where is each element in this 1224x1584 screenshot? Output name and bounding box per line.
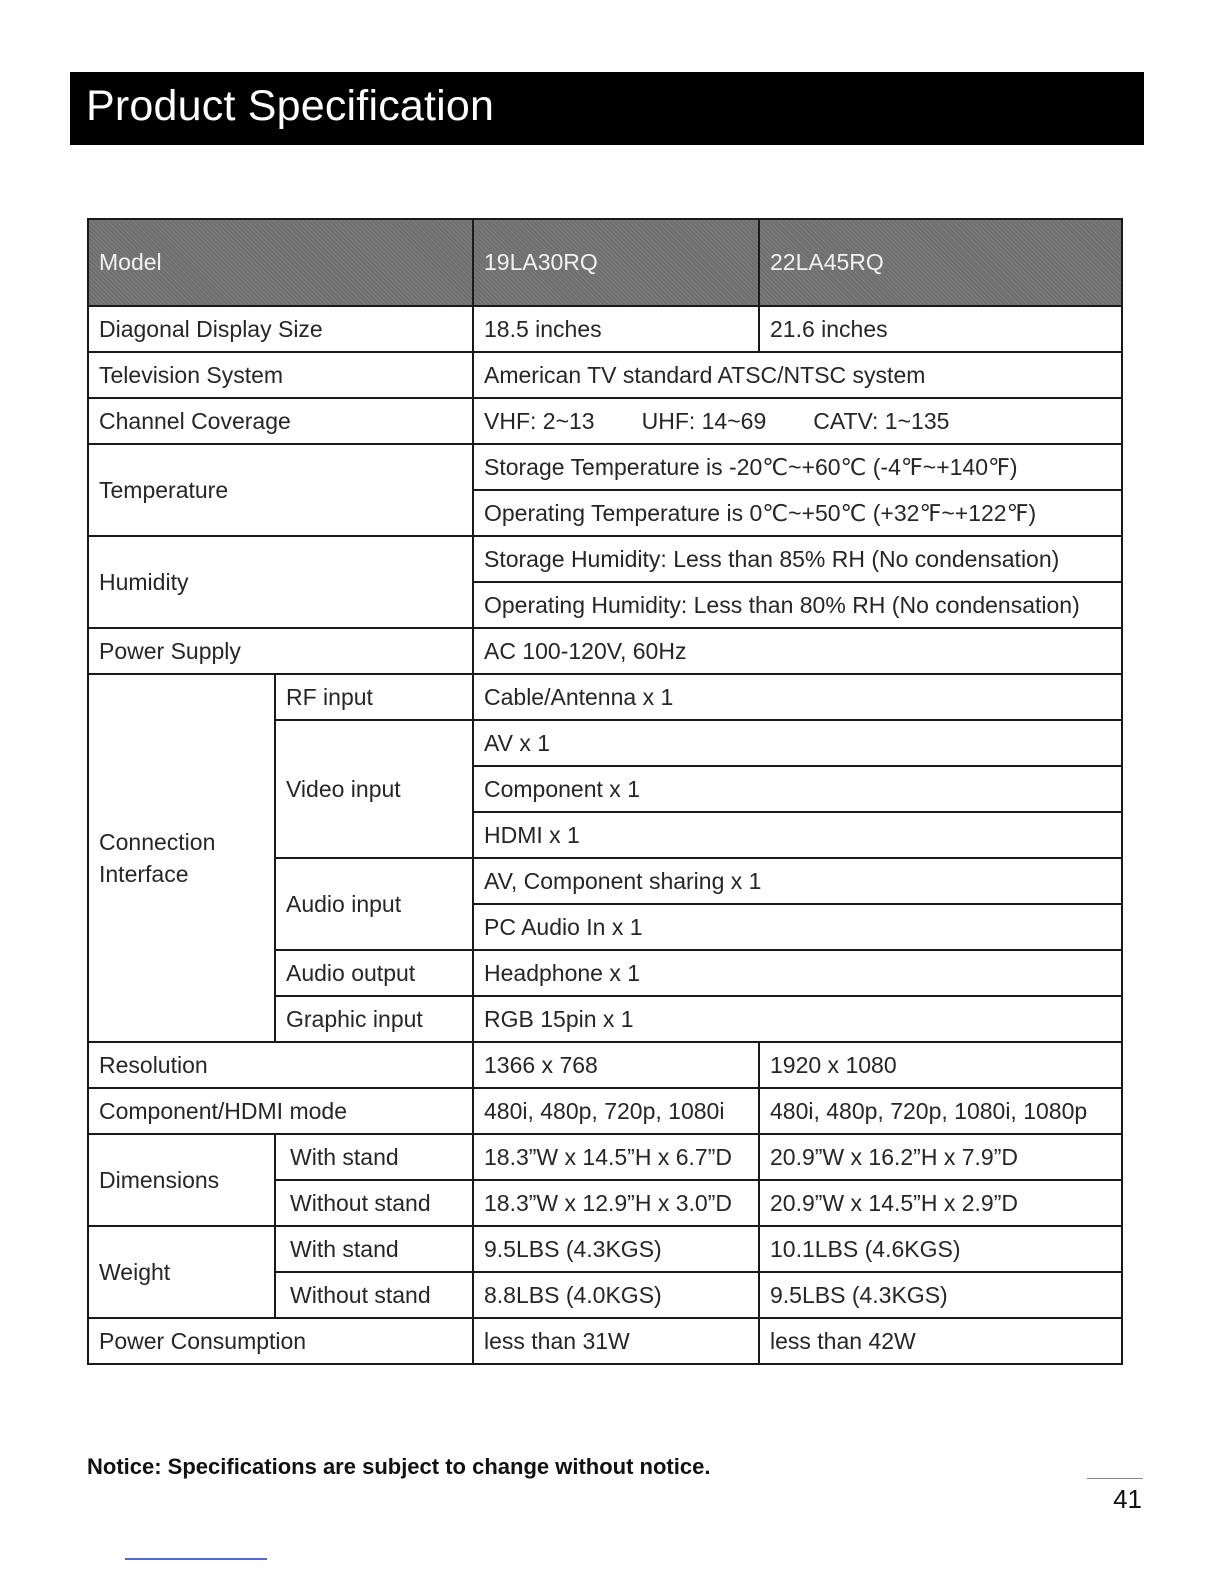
page-title-bar: [70, 72, 1144, 145]
row-label: Weight: [88, 1226, 275, 1318]
row-label: Diagonal Display Size: [88, 306, 473, 352]
cell-value: 1366 x 768: [473, 1042, 759, 1088]
table-row: [88, 1318, 1122, 1364]
cell-value: 10.1LBS (4.6KGS): [759, 1226, 1122, 1272]
table-row: [88, 674, 1122, 720]
table-header-row: [88, 219, 1122, 306]
row-label: Power Supply: [88, 628, 473, 674]
cell-value: HDMI x 1: [473, 812, 1122, 858]
table-row: [88, 628, 1122, 674]
cell-value: 9.5LBS (4.3KGS): [473, 1226, 759, 1272]
cell-value: 18.3”W x 14.5”H x 6.7”D: [473, 1134, 759, 1180]
sub-label: Audio output: [275, 950, 473, 996]
row-label: Channel Coverage: [88, 398, 473, 444]
sub-label: Audio input: [275, 858, 473, 950]
cell-value: Storage Temperature is -20℃~+60℃ (-4℉~+140℉): [473, 444, 1122, 490]
bottom-link-line: [125, 1558, 267, 1560]
cell-value: 21.6 inches: [759, 306, 1122, 352]
cell-value: less than 42W: [759, 1318, 1122, 1364]
cell-value: AC 100-120V, 60Hz: [473, 628, 1122, 674]
table-row: [88, 444, 1122, 490]
row-label: Dimensions: [88, 1134, 275, 1226]
table-row: [88, 1226, 1122, 1272]
cell-value: 9.5LBS (4.3KGS): [759, 1272, 1122, 1318]
cell-value: American TV standard ATSC/NTSC system: [473, 352, 1122, 398]
page-number: 41: [1113, 1484, 1142, 1514]
channel-catv: CATV: 1~135: [813, 407, 950, 434]
cell-value: 480i, 480p, 720p, 1080i: [473, 1088, 759, 1134]
cell-value: PC Audio In x 1: [473, 904, 1122, 950]
cell-value: Storage Humidity: Less than 85% RH (No condensation): [473, 536, 1122, 582]
table-row: [88, 1134, 1122, 1180]
cell-value: 18.5 inches: [473, 306, 759, 352]
table-row: [88, 536, 1122, 582]
table-row: [88, 306, 1122, 352]
channel-vhf: VHF: 2~13: [484, 407, 595, 434]
header-model: Model: [88, 219, 473, 306]
cell-value: 20.9”W x 14.5”H x 2.9”D: [759, 1180, 1122, 1226]
channel-uhf: UHF: 14~69: [641, 407, 767, 434]
cell-value: [473, 398, 1122, 444]
sub-label: Graphic input: [275, 996, 473, 1042]
cell-value: 1920 x 1080: [759, 1042, 1122, 1088]
table-row: [88, 398, 1122, 444]
sub-label: With stand: [275, 1134, 473, 1180]
cell-value: Component x 1: [473, 766, 1122, 812]
sub-label: With stand: [275, 1226, 473, 1272]
table-row: [88, 1042, 1122, 1088]
cell-value: 18.3”W x 12.9”H x 3.0”D: [473, 1180, 759, 1226]
row-label: Humidity: [88, 536, 473, 628]
page-number-rule: [1087, 1478, 1143, 1479]
cell-value: 480i, 480p, 720p, 1080i, 1080p: [759, 1088, 1122, 1134]
table-row: [88, 352, 1122, 398]
row-label: Television System: [88, 352, 473, 398]
header-model-1: 19LA30RQ: [473, 219, 759, 306]
cell-value: Operating Humidity: Less than 80% RH (No condensation): [473, 582, 1122, 628]
cell-value: RGB 15pin x 1: [473, 996, 1122, 1042]
spec-notice: Notice: Specifications are subject to change without notice.: [87, 1454, 711, 1479]
sub-label: Without stand: [275, 1272, 473, 1318]
cell-value: AV x 1: [473, 720, 1122, 766]
sub-label: Video input: [275, 720, 473, 858]
cell-value: 20.9”W x 16.2”H x 7.9”D: [759, 1134, 1122, 1180]
row-label: Power Consumption: [88, 1318, 473, 1364]
cell-value: Headphone x 1: [473, 950, 1122, 996]
cell-value: Cable/Antenna x 1: [473, 674, 1122, 720]
spec-table: [87, 218, 1123, 1365]
cell-value: 8.8LBS (4.0KGS): [473, 1272, 759, 1318]
sub-label: RF input: [275, 674, 473, 720]
page-title: Product Specification: [86, 82, 495, 130]
sub-label: Without stand: [275, 1180, 473, 1226]
header-model-2: 22LA45RQ: [759, 219, 1122, 306]
row-label: Resolution: [88, 1042, 473, 1088]
cell-value: AV, Component sharing x 1: [473, 858, 1122, 904]
row-label: Connection Interface: [88, 674, 275, 1042]
cell-value: Operating Temperature is 0℃~+50℃ (+32℉~+122℉): [473, 490, 1122, 536]
cell-value: less than 31W: [473, 1318, 759, 1364]
row-label: Component/HDMI mode: [88, 1088, 473, 1134]
table-row: [88, 1088, 1122, 1134]
row-label: Temperature: [88, 444, 473, 536]
